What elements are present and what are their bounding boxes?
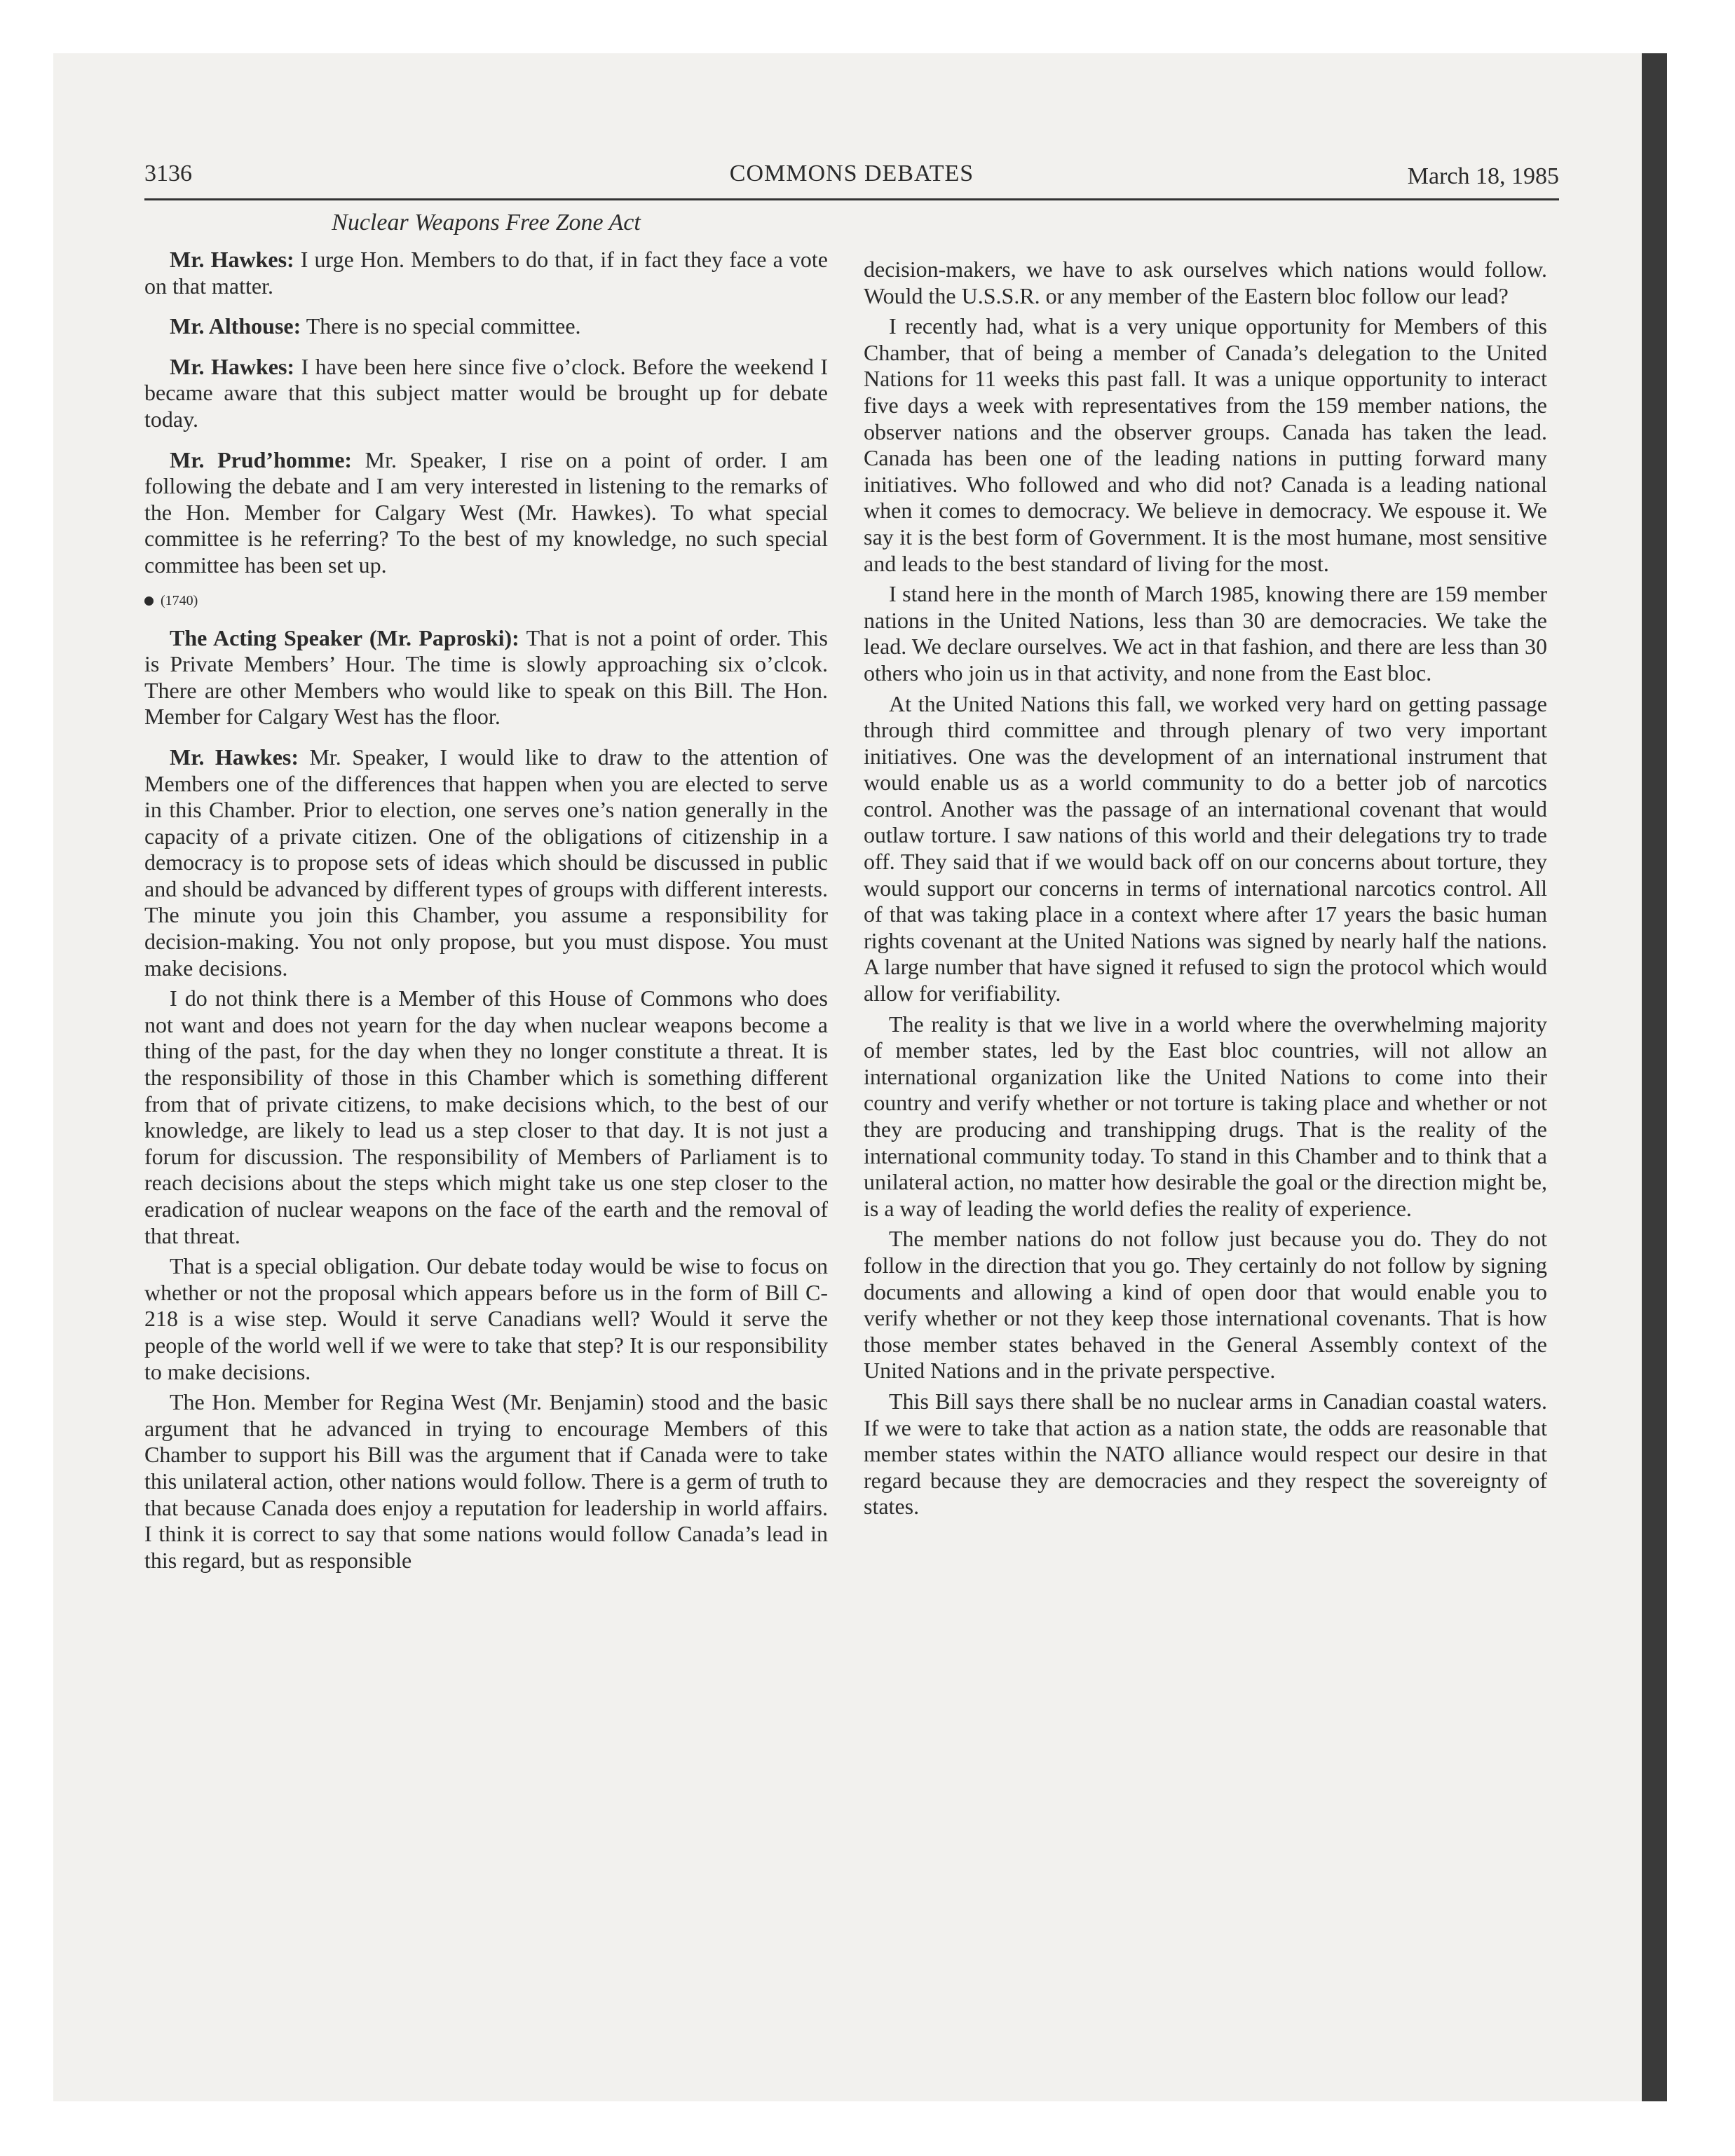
speech-text: I urge Hon. Members to do that, if in fact they face a vote on that matter. — [144, 247, 829, 299]
paragraph — [144, 447, 828, 579]
paragraph — [144, 313, 828, 340]
paragraph: The reality is that we live in a world where the overwhelming majority of member states, led by the East bloc countries, will not allow an international organization like the United Nations to come into their country and verify whether or not torture is taking place and whether or not they are producing and transhipping drugs. That is the reality of the international community today. To stand in this Chamber and to think that a unilateral action, no matter how desirable the goal or the direction might be, is a way of leading the world defies the reality of experience. — [864, 1011, 1547, 1221]
paragraph — [144, 744, 828, 981]
bullet-icon — [144, 596, 154, 606]
paragraph: The Hon. Member for Regina West (Mr. Benjamin) stood and the basic argument that he advanced in trying to encourage Members of this Chamber to support his Bill was the argument that if Canada were to take this unilateral action, other nations would follow. There is a germ of truth to that because Canada does enjoy a reputation for leadership in world affairs. I think it is correct to say that some nations would follow Canada’s lead in this regard, but as responsible — [144, 1389, 828, 1573]
speaker-name: Mr. Hawkes: — [170, 353, 295, 379]
speech-text: I have been here since five o’clock. Before the weekend I became aware that this subject matter would be brought up for debate today. — [144, 353, 829, 432]
speaker-name: Mr. Hawkes: — [170, 247, 294, 272]
left-column — [144, 247, 828, 1574]
speaker-name: Mr. Prud’homme: — [170, 446, 353, 472]
paragraph: decision-makers, we have to ask ourselves which nations would follow. Would the U.S.S.R. or any member of the Eastern bloc follow our lead? — [864, 257, 1547, 308]
paragraph: This Bill says there shall be no nuclear arms in Canadian coastal waters. If we were to take that action as a nation state, the odds are reasonable that member states within the NATO alliance would respect our desire in that regard because they are democracies and they respect the sovereignty of states. — [864, 1388, 1547, 1520]
speech-text: There is no special committee. — [301, 313, 581, 339]
time-marker-text: (1740) — [161, 592, 198, 608]
speaker-name: The Acting Speaker (Mr. Paproski): — [170, 625, 519, 650]
publication-title: COMMONS DEBATES — [729, 161, 974, 186]
speech-text: Mr. Speaker, I rise on a point of order. I am following the debate and I am very interested in listening to the remarks of the Hon. Member for Calgary West (Mr. Hawkes). To what special committee is he referring? To the best of my knowledge, no such special committee has been set up. — [144, 446, 829, 578]
paragraph — [144, 247, 828, 299]
paragraph: At the United Nations this fall, we worked very hard on getting passage through third committee and through plenary of two very important initiatives. One was the development of an international instrument that would enable us as a world community to do a better job of narcotics control. Another was the passage of an international covenant that would outlaw torture. I saw nations of this world and their delegations try to trade off. They said that if we would back off on our concerns about torture, they would support our concerns in terms of international narcotics control. All of that was taking place in a context where after 17 years the basic human rights covenant at the United Nations was signed by nearly half the nations. A large number that have signed it refused to sign the protocol which would allow for verifiability. — [864, 690, 1547, 1007]
speaker-name: Mr. Althouse: — [170, 313, 301, 339]
header-rule — [144, 198, 1559, 200]
paragraph: I recently had, what is a very unique opportunity for Members of this Chamber, that of being a member of Canada’s delegation to the United Nations for 11 weeks this past fall. It was a unique opportunity to interact five days a week with representatives from the 159 member nations, the observer nations and the observer groups. Canada has taken the lead. Canada has been one of the leading nations in putting forward many initiatives. Who followed and who did not? Canada is a leading national when it comes to democracy. We believe in democracy. We espouse it. We say it is the best form of Government. It is the most humane, most sensitive and leads to the best standard of living for the most. — [864, 313, 1547, 576]
time-marker — [144, 590, 828, 611]
section-title: Nuclear Weapons Free Zone Act — [332, 210, 641, 236]
right-column — [864, 257, 1547, 1520]
publication-date: March 18, 1985 — [1407, 163, 1559, 189]
paragraph: I stand here in the month of March 1985, knowing there are 159 member nations in the United Nations, less than 30 are democracies. We take the lead. We declare ourselves. We act in that fashion, and there are less than 30 others who join us in that activity, and none from the East bloc. — [864, 581, 1547, 685]
paragraph — [144, 354, 828, 433]
paragraph — [144, 625, 828, 730]
paragraph: I do not think there is a Member of this House of Commons who does not want and does not yearn for the day when nuclear weapons become a thing of the past, for the day when they no longer constitute a threat. It is the responsibility of those in this Chamber which is something different from that of private citizens, to make decisions which, to the best of our knowledge, are likely to lead us a step closer to that day. It is not just a forum for discussion. The responsibility of Members of Parliament is to reach decisions about the steps which might take us one step closer to the eradication of nuclear weapons on the face of the earth and the removal of that threat. — [144, 985, 828, 1248]
page-number: 3136 — [144, 161, 192, 186]
running-header — [144, 160, 1559, 195]
speaker-name: Mr. Hawkes: — [170, 744, 299, 770]
paragraph: The member nations do not follow just because you do. They do not follow in the direction that you go. They certainly do not follow by signing documents and allowing a kind of open door that would enable you to verify whether or not they keep those international covenants. That is how those member states behaved in the General Assembly context of the United Nations and in the private perspective. — [864, 1226, 1547, 1384]
speech-text: Mr. Speaker, I would like to draw to the attention of Members one of the differences that happen when you are elected to serve in this Chamber. Prior to election, one serves one’s nation generally in the capacity of a private citizen. One of the obligations of citizenship in a democracy is to propose sets of ideas which should be discussed in public and should be advanced by different types of groups with different interests. The minute you join this Chamber, you assume a responsibility for decision-making. You not only propose, but you must dispose. You must make decisions. — [144, 744, 829, 981]
scan-edge-shadow — [1642, 53, 1667, 2101]
speech-text: That is not a point of order. This is Private Members’ Hour. The time is slowly approaching six o’clcok. There are other Members who would like to speak on this Bill. The Hon. Member for Calgary West has the floor. — [144, 625, 829, 730]
paragraph: That is a special obligation. Our debate today would be wise to focus on whether or not the proposal which appears before us in the form of Bill C-218 is a wise step. Would it serve Canadians well? Would it serve the people of the world well if we were to take that step? It is our responsibility to make decisions. — [144, 1253, 828, 1384]
